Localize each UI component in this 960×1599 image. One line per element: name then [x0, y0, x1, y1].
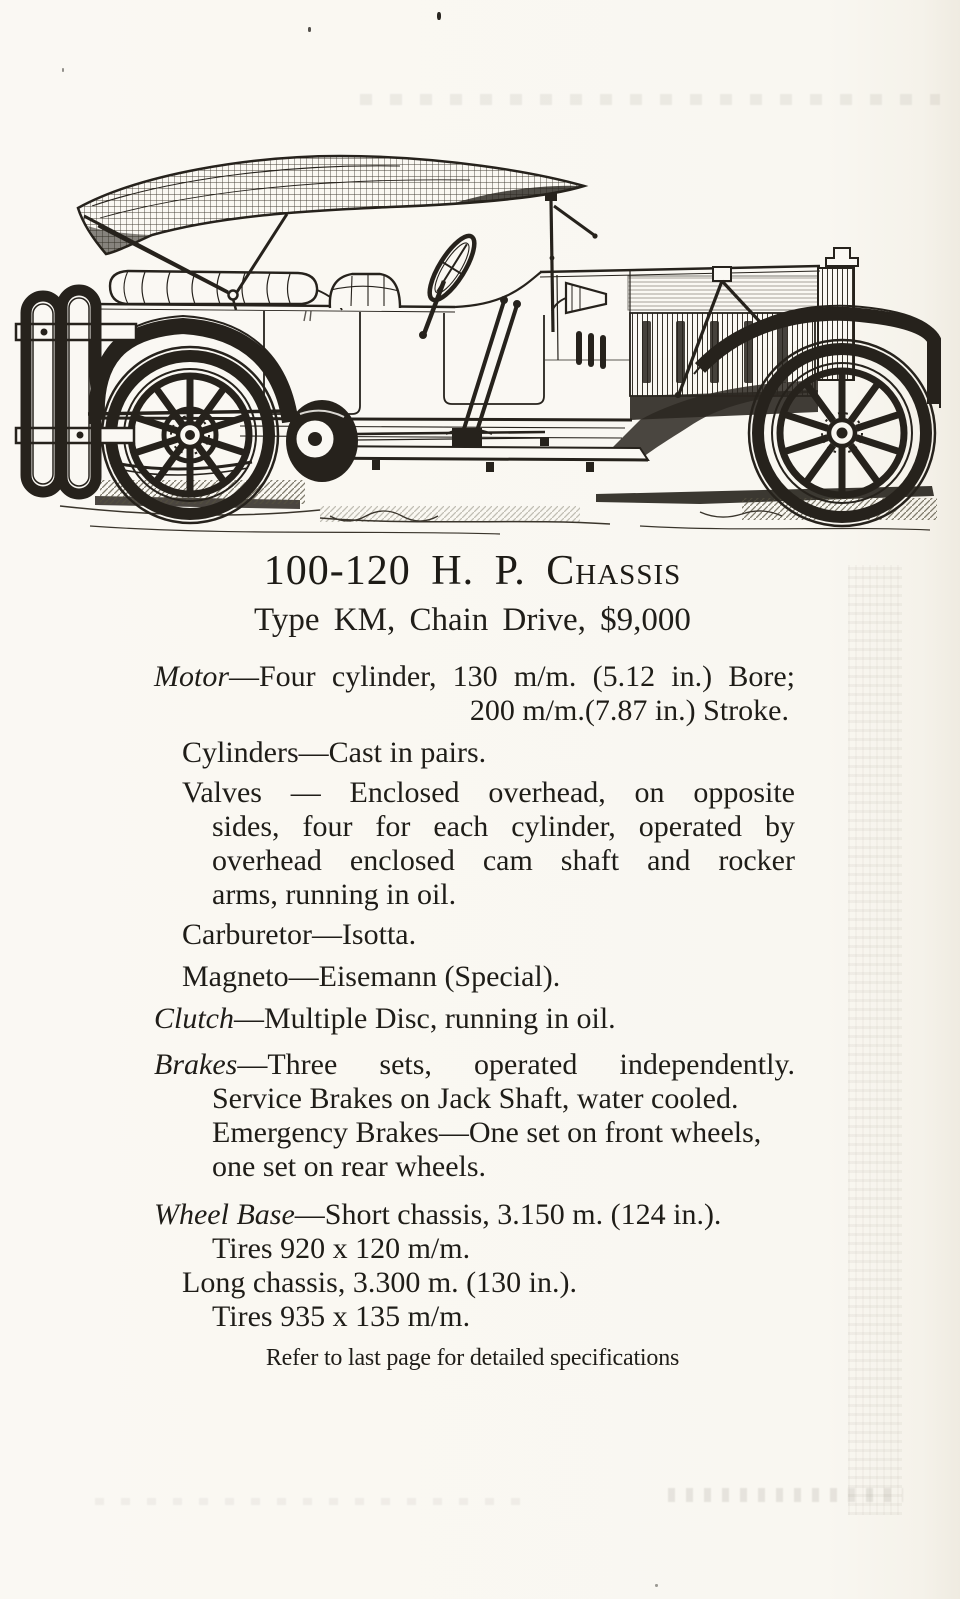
spec-line-valves-2: sides, four for each cylinder, operated by: [212, 810, 795, 843]
spec-line-brakes-4: one set on rear wheels.: [212, 1150, 487, 1183]
spec-line-wheelbase: Wheel Base—Short chassis, 3.150 m. (124 in.).: [154, 1198, 722, 1231]
spec-line-valves: Valves — Enclosed overhead, on opposite: [182, 776, 795, 809]
scan-speck: [62, 68, 64, 72]
scan-speck: [308, 27, 311, 32]
scan-noise-band: [848, 565, 902, 1515]
scan-smudge-top: [360, 94, 940, 105]
car-illustration: [0, 128, 960, 548]
spec-line-long-chassis: Long chassis, 3.300 m. (130 in.).: [182, 1266, 577, 1299]
front-wheel: [749, 340, 935, 526]
spec-line-carburetor: Carburetor—Isotta.: [182, 918, 417, 951]
spec-line-motor: Motor—Four cylinder, 130 m/m. (5.12 in.) Bore;: [154, 660, 795, 693]
spec-line-brakes-2: Service Brakes on Jack Shaft, water cooled.: [212, 1082, 739, 1115]
footnote: Refer to last page for detailed specifications: [265, 1345, 680, 1371]
scan-smudge-bottom-left: [95, 1498, 525, 1505]
page-title: 100-120 H. P. Chassis: [263, 548, 682, 594]
spec-line-brakes: Brakes—Three sets, operated independently.: [154, 1048, 795, 1081]
spec-line-stroke: 200 m/m.(7.87 in.) Stroke.: [469, 694, 789, 727]
spec-line-magneto: Magneto—Eisemann (Special).: [182, 960, 561, 993]
scan-speck: [655, 1584, 658, 1587]
spec-line-cylinders: Cylinders—Cast in pairs.: [182, 736, 487, 769]
page-subtitle: Type KM, Chain Drive, $9,000: [254, 602, 691, 638]
spec-line-brakes-3: Emergency Brakes—One set on front wheels,: [212, 1116, 762, 1149]
spec-list: [150, 660, 795, 1334]
spec-line-valves-3: overhead enclosed cam shaft and rocker: [212, 844, 795, 877]
spec-line-tires-short: Tires 920 x 120 m/m.: [212, 1232, 471, 1265]
scan-speck: [437, 12, 441, 20]
spec-line-tires-long: Tires 935 x 135 m/m.: [212, 1300, 471, 1333]
spec-line-valves-4: arms, running in oil.: [212, 878, 457, 911]
spec-line-clutch: Clutch—Multiple Disc, running in oil.: [154, 1002, 616, 1035]
